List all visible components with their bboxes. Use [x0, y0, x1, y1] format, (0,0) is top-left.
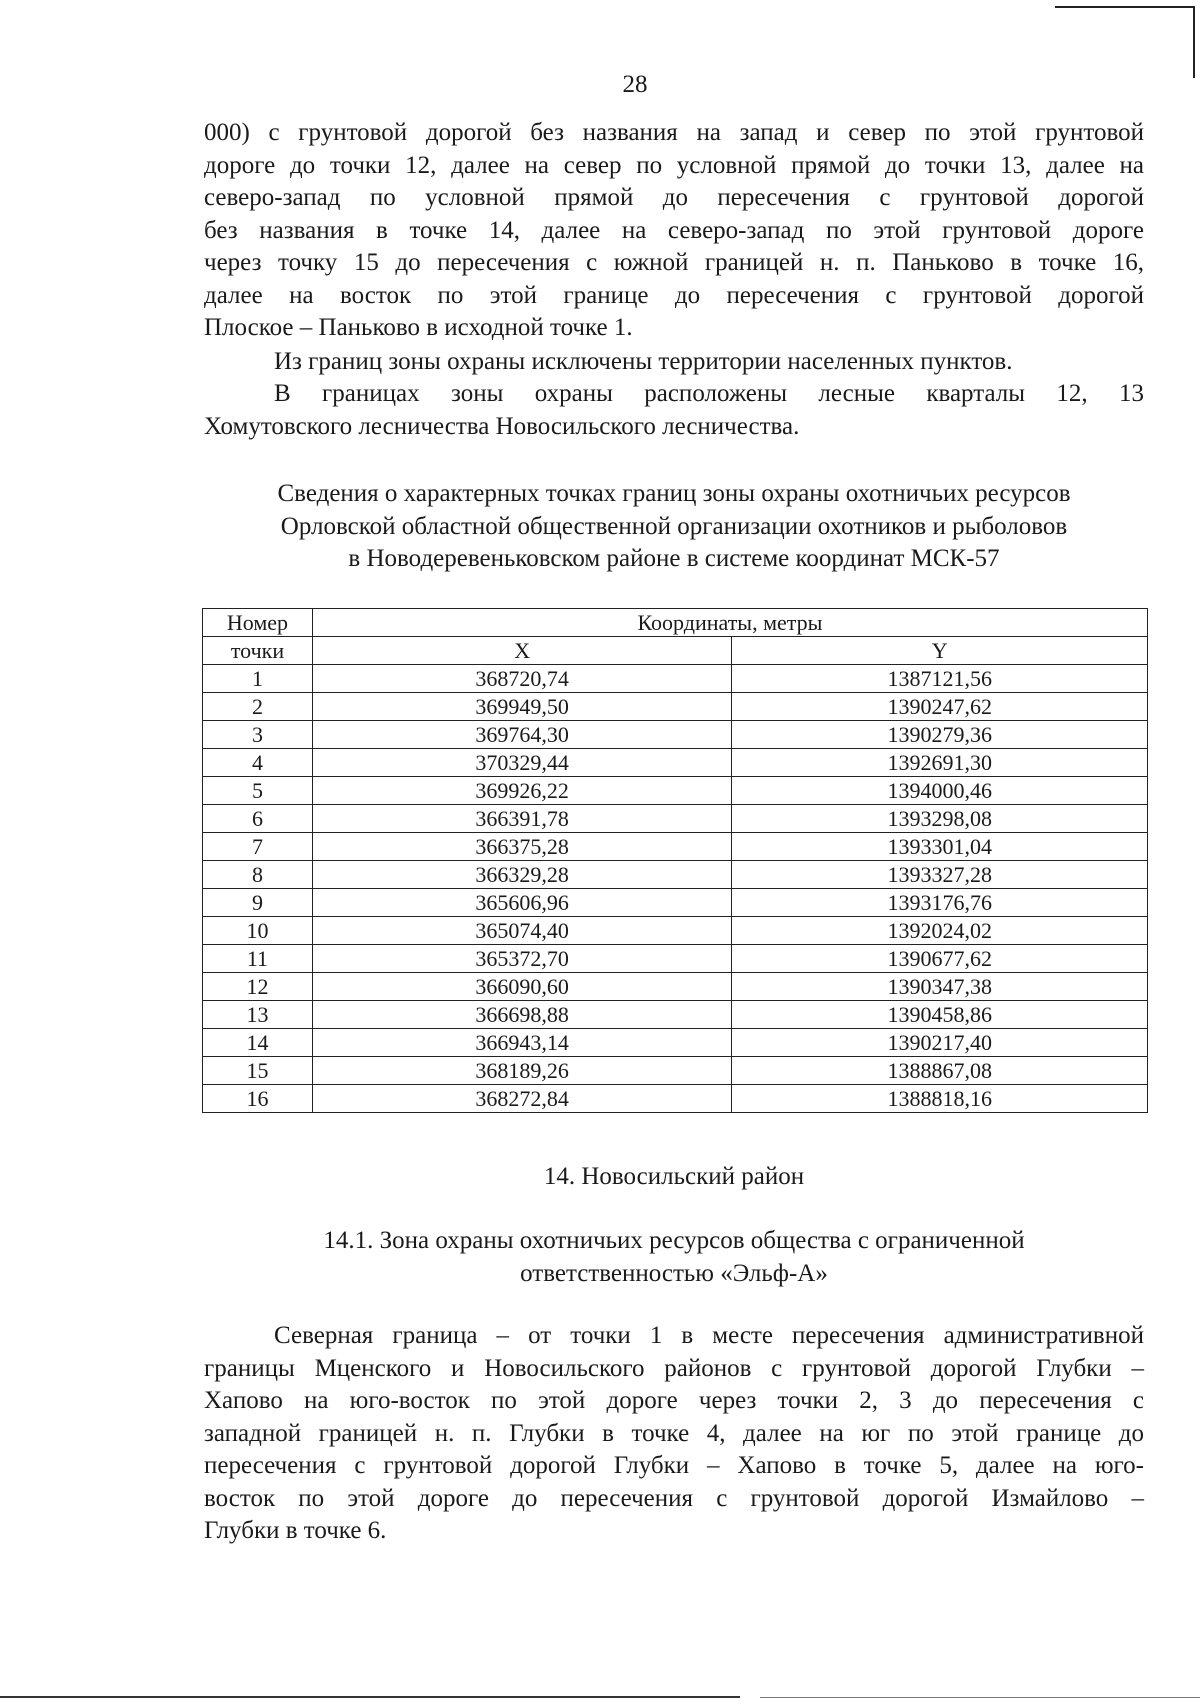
- cell-x: 366329,28: [312, 861, 732, 889]
- cell-y: 1393301,04: [732, 833, 1148, 861]
- text-line: В границах зоны охраны расположены лесные кварталы 12, 13: [274, 380, 1144, 407]
- cell-y: 1390217,40: [732, 1029, 1148, 1057]
- cell-y: 1390247,62: [732, 693, 1148, 721]
- cell-point-number: 11: [203, 945, 313, 973]
- coordinates-table: [202, 608, 1148, 1113]
- table-row: [203, 721, 1148, 749]
- cell-x: 365372,70: [312, 945, 732, 973]
- cell-x: 366698,88: [312, 1001, 732, 1029]
- cell-point-number: 13: [203, 1001, 313, 1029]
- cell-x: 366943,14: [312, 1029, 732, 1057]
- cell-x: 365074,40: [312, 917, 732, 945]
- header-point-number-2: точки: [203, 637, 313, 665]
- paragraph-boundary-continuation: [204, 117, 1144, 345]
- cell-point-number: 1: [203, 665, 313, 693]
- cell-y: 1390677,62: [732, 945, 1148, 973]
- text-line: Северная граница – от точки 1 в месте пересечения административной: [274, 1322, 1144, 1349]
- table-row: [203, 777, 1148, 805]
- cell-x: 369949,50: [312, 693, 732, 721]
- cell-x: 368189,26: [312, 1057, 732, 1085]
- cell-x: 369926,22: [312, 777, 732, 805]
- cell-y: 1393298,08: [732, 805, 1148, 833]
- table-row: [203, 889, 1148, 917]
- table-row: [203, 1057, 1148, 1085]
- cell-x: 370329,44: [312, 749, 732, 777]
- text-line: Плоское – Паньково в исходной точке 1.: [204, 314, 633, 341]
- table-row: [203, 749, 1148, 777]
- table-row: [203, 1085, 1148, 1113]
- table-row: [203, 973, 1148, 1001]
- scan-border-top: [1055, 6, 1195, 8]
- table-row: [203, 861, 1148, 889]
- text-line: Хомутовского лесничества Новосильского лесничества.: [204, 412, 800, 440]
- text-line: далее на восток по этой границе до пересечения с грунтовой дорогой: [204, 281, 1144, 309]
- text-line: Глубки в точке 6.: [204, 1517, 387, 1544]
- cell-point-number: 8: [203, 861, 313, 889]
- text-line: без названия в точке 14, далее на северо-запад по этой грунтовой дороге: [204, 216, 1144, 244]
- subsection-heading-line: ответственностью «Эльф-А»: [520, 1259, 828, 1287]
- cell-point-number: 2: [203, 693, 313, 721]
- cell-x: 369764,30: [312, 721, 732, 749]
- cell-point-number: 4: [203, 749, 313, 777]
- cell-x: 365606,96: [312, 889, 732, 917]
- cell-y: 1388818,16: [732, 1085, 1148, 1113]
- cell-point-number: 10: [203, 917, 313, 945]
- text-line: северо-запад по условной прямой до пересечения с грунтовой дорогой: [204, 184, 1144, 211]
- header-point-number: Номер: [203, 609, 313, 637]
- text-line: 000) с грунтовой дорогой без названия на запад и север по этой грунтовой: [204, 119, 1144, 146]
- cell-point-number: 9: [203, 889, 313, 917]
- coordinates-table-body: [203, 665, 1148, 1113]
- paragraph-excluded-territories: Из границ зоны охраны исключены территории населенных пунктов.: [274, 348, 1013, 375]
- cell-x: 368720,74: [312, 665, 732, 693]
- scan-border-right: [1193, 6, 1195, 78]
- cell-y: 1390279,36: [732, 721, 1148, 749]
- cell-point-number: 16: [203, 1085, 313, 1113]
- table-title-line: Сведения о характерных точках границ зоны охраны охотничьих ресурсов: [277, 480, 1071, 507]
- paragraph-forest-quarters: [204, 378, 1144, 443]
- header-coordinates: Координаты, метры: [312, 609, 1147, 637]
- text-line: границы Мценского и Новосильского районов с грунтовой дорогой Глубки –: [204, 1354, 1144, 1382]
- section-heading: 14. Новосильский район: [543, 1163, 805, 1190]
- scan-border-bottom-faint: [760, 1697, 1200, 1698]
- table-row: [203, 693, 1148, 721]
- cell-x: 366375,28: [312, 833, 732, 861]
- table-row: [203, 1029, 1148, 1057]
- cell-y: 1390458,86: [732, 1001, 1148, 1029]
- cell-point-number: 3: [203, 721, 313, 749]
- cell-y: 1393176,76: [732, 889, 1148, 917]
- cell-y: 1387121,56: [732, 665, 1148, 693]
- text-line: западной границей н. п. Глубки в точке 4, далее на юг по этой границе до: [204, 1419, 1144, 1447]
- cell-point-number: 7: [203, 833, 313, 861]
- cell-y: 1394000,46: [732, 777, 1148, 805]
- text-line: Хапово на юго-восток по этой дороге через точки 2, 3 до пересечения с: [204, 1387, 1144, 1414]
- cell-point-number: 6: [203, 805, 313, 833]
- table-row: [203, 805, 1148, 833]
- paragraph-northern-boundary: [204, 1320, 1144, 1548]
- table-title-line: Орловской областной общественной организации охотников и рыболовов: [280, 512, 1068, 540]
- table-title-line: в Новодеревеньковском районе в системе координат МСК-57: [348, 545, 1000, 572]
- page-number: 28: [622, 71, 648, 98]
- cell-y: 1390347,38: [732, 973, 1148, 1001]
- table-row: [203, 665, 1148, 693]
- cell-y: 1392691,30: [732, 749, 1148, 777]
- text-line: восток по этой дороге до пересечения с грунтовой дорогой Измайлово –: [204, 1484, 1144, 1512]
- cell-point-number: 12: [203, 973, 313, 1001]
- scan-border-bottom: [0, 1696, 740, 1698]
- cell-x: 366391,78: [312, 805, 732, 833]
- subsection-heading-line: 14.1. Зона охраны охотничьих ресурсов общества с ограниченной: [323, 1227, 1025, 1254]
- cell-point-number: 5: [203, 777, 313, 805]
- table-row: [203, 917, 1148, 945]
- cell-y: 1388867,08: [732, 1057, 1148, 1085]
- cell-point-number: 14: [203, 1029, 313, 1057]
- table-title: [204, 478, 1144, 576]
- cell-x: 366090,60: [312, 973, 732, 1001]
- cell-point-number: 15: [203, 1057, 313, 1085]
- subsection-heading: [204, 1225, 1144, 1290]
- table-row: [203, 945, 1148, 973]
- table-row: [203, 833, 1148, 861]
- cell-x: 368272,84: [312, 1085, 732, 1113]
- table-row: [203, 1001, 1148, 1029]
- text-line: пересечения с грунтовой дорогой Глубки – Хапово в точке 5, далее на юго-: [204, 1452, 1144, 1479]
- header-x: X: [312, 637, 732, 665]
- cell-y: 1392024,02: [732, 917, 1148, 945]
- text-line: через точку 15 до пересечения с южной границей н. п. Паньково в точке 16,: [204, 249, 1144, 276]
- cell-y: 1393327,28: [732, 861, 1148, 889]
- text-line: дороге до точки 12, далее на север по условной прямой до точки 13, далее на: [204, 151, 1144, 179]
- header-y: Y: [732, 637, 1148, 665]
